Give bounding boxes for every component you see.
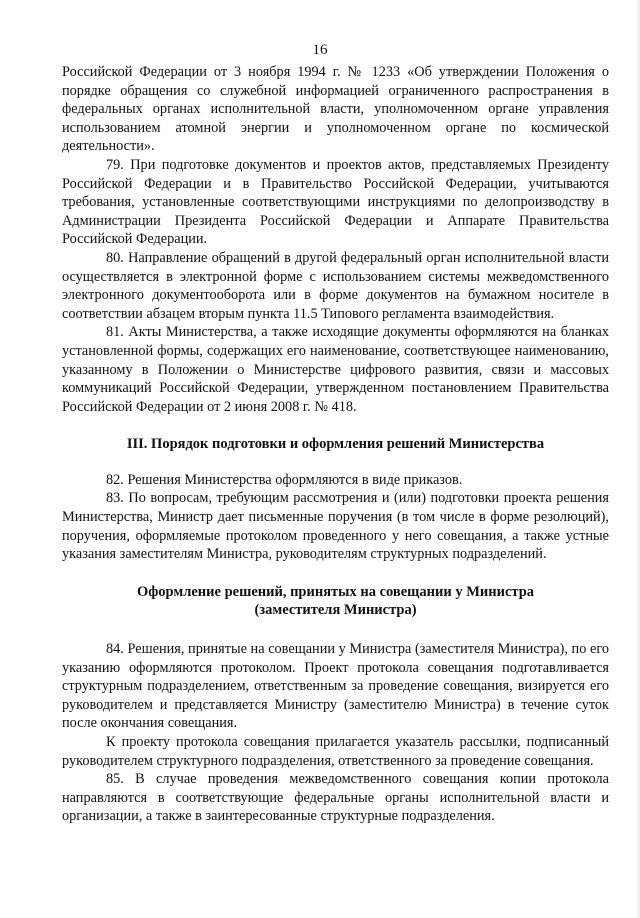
- page-number: 16: [312, 42, 328, 58]
- paragraph-79: 79. При подготовке документов и проектов актов, представляемых Президенту Российской Федерации и в Правительство Российской Федерации, учитываются требования, установленные соответствующими инструкциями по делопроизводству в Администрации Президента Российской Федерации и Аппарате Правительства Российской Федерации.: [62, 156, 609, 248]
- paragraph-84-attachment: К проекту протокола совещания прилагается указатель рассылки, подписанный руководителем структурного подразделения, ответственного за проведение совещания.: [62, 734, 609, 769]
- paragraph-80: 80. Направление обращений в другой федеральный орган исполнительной власти осуществляется в электронной форме с использованием системы межведомственного электронного документооборота или в форме документов на бумажном носителе в соответствии абзацем вторым пункта 11.5 Типового регламента взаимодействия.: [62, 249, 609, 322]
- paragraph-84: 84. Решения, принятые на совещании у Министра (заместителя Министра), по его указанию оформляются протоколом. Проект протокола совещания подготавливается структурным подразделением, ответственным за проведение совещания, визируется его руководителем и представляется Министру (заместителю Министра) в течение суток после окончания совещания.: [62, 641, 609, 732]
- subsection-heading-line-1: Оформление решений, принятых на совещании у Министра: [136, 583, 535, 600]
- paragraph-82: 82. Решения Министерства оформляются в виде приказов.: [106, 471, 463, 488]
- subsection-heading: [62, 583, 609, 620]
- section-heading: III. Порядок подготовки и оформления решений Министерства: [126, 436, 545, 453]
- paragraph-83: 83. По вопросам, требующим рассмотрения и (или) подготовки проекта решения Министерства, Министр дает письменные поручения (в том числе в форме резолюций), поручения, оформляемые протоколом проведенного у него совещания, а также устные указания заместителям Министра, руководителям структурных подразделений.: [62, 490, 609, 563]
- paragraph-continuation: Российской Федерации от 3 ноября 1994 г. № 1233 «Об утверждении Положения о порядке обращения со служебной информацией ограниченного распространения в федеральных органах исполнительной власти, уполномоченном органе управления использованием атомной энергии и уполномоченном органе по космической деятельности».: [62, 64, 609, 155]
- paragraph-81: 81. Акты Министерства, а также исходящие документы оформляются на бланках установленной формы, содержащих его наименование, соответствующее наименованию, указанному в Положении о Министерстве цифрового развития, связи и массовых коммуникаций Российской Федерации, утвержденном постановлением Правительства Российской Федерации от 2 июня 2008 г. № 418.: [62, 324, 609, 415]
- subsection-heading-line-2: (заместителя Министра): [254, 602, 417, 619]
- paragraph-85: 85. В случае проведения межведомственного совещания копии протокола направляются в соответствующие федеральные органы исполнительной власти и организации, а также в заинтересованные структурные подразделения.: [62, 771, 609, 825]
- page-content: [62, 63, 609, 826]
